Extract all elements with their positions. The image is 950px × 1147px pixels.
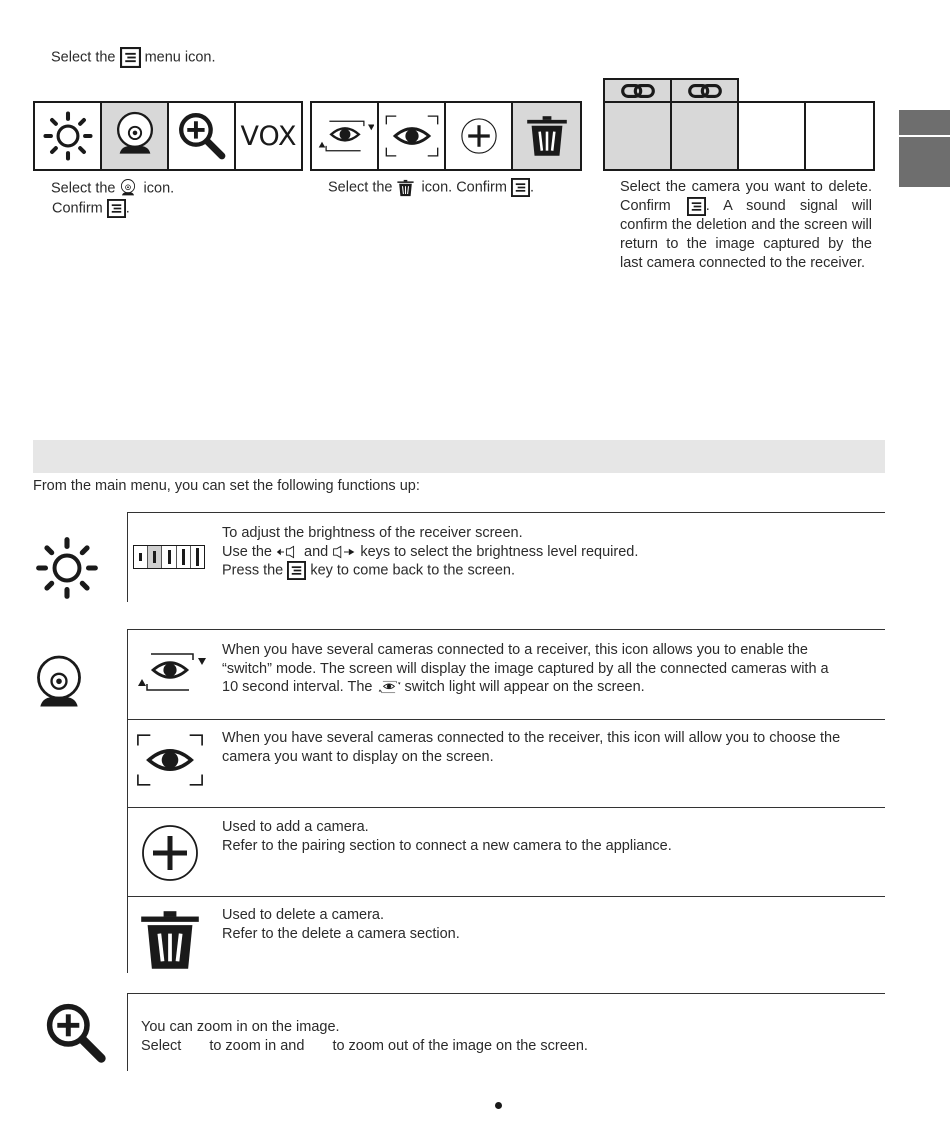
menu-icon <box>107 199 126 218</box>
vox-label: VOX <box>240 120 297 152</box>
camera-slot-1 <box>605 103 672 169</box>
camera-slot-2 <box>672 103 739 169</box>
menu-cell-vox <box>236 103 301 169</box>
side-tab <box>899 110 950 187</box>
right-key-icon <box>332 545 356 559</box>
menu-cell-trash <box>513 103 580 169</box>
left-key-icon <box>276 545 300 559</box>
camera-slot-3 <box>739 103 806 169</box>
menu-cell-brightness <box>35 103 102 169</box>
camera-icon <box>31 650 87 720</box>
intro-text: From the main menu, you can set the following functions up: <box>33 478 420 494</box>
zoom-icon <box>176 110 228 162</box>
trash-icon <box>396 179 415 197</box>
menu-icon <box>120 47 141 68</box>
trash-icon <box>136 908 204 972</box>
brightness-description: To adjust the brightness of the receiver screen. Use the and keys to select the brightness level required. Press the key to come back to the screen. <box>222 525 639 579</box>
camera-menu-screen <box>310 101 582 171</box>
zoom-description: You can zoom in on the image. Select to zoom in and to zoom out of the image on the screen. <box>141 1019 588 1054</box>
main-menu-screen <box>33 101 303 171</box>
camera-slot-4 <box>806 103 873 169</box>
caption-delete-step: Select the icon. Confirm . <box>328 179 535 196</box>
switch-icon <box>133 644 207 700</box>
menu-cell-camera <box>102 103 169 169</box>
brightness-icon <box>33 534 101 602</box>
add-icon <box>460 117 498 155</box>
switch-icon <box>377 678 401 696</box>
menu-icon <box>287 561 306 580</box>
link-icon <box>686 82 724 100</box>
page-marker <box>495 1102 502 1109</box>
switch-icon <box>316 113 374 159</box>
caption-final-step: Select the camera you want to delete. Confirm . A sound signal will confirm the deletion and the screen will return to the image captured by the last camera connected to the receiver. <box>620 179 872 271</box>
eye-icon <box>383 112 441 160</box>
menu-icon <box>511 178 530 197</box>
add-icon <box>140 823 200 883</box>
menu-cell-switch <box>312 103 379 169</box>
brightness-icon <box>41 109 95 163</box>
camera-icon <box>112 108 158 164</box>
brightness-level-bar <box>133 545 205 569</box>
menu-icon <box>687 197 706 216</box>
step-instruction: Select the menu icon. <box>51 47 216 68</box>
zoom-icon <box>43 1000 109 1066</box>
menu-cell-add <box>446 103 513 169</box>
section-header-band <box>33 440 885 473</box>
trash-icon <box>525 114 569 158</box>
link-icon <box>619 82 657 100</box>
eye-icon <box>133 731 207 789</box>
camera-icon <box>119 178 137 199</box>
menu-cell-zoom <box>169 103 236 169</box>
menu-cell-eye <box>379 103 446 169</box>
caption-camera-step: Select the icon. Confirm . <box>51 178 174 218</box>
